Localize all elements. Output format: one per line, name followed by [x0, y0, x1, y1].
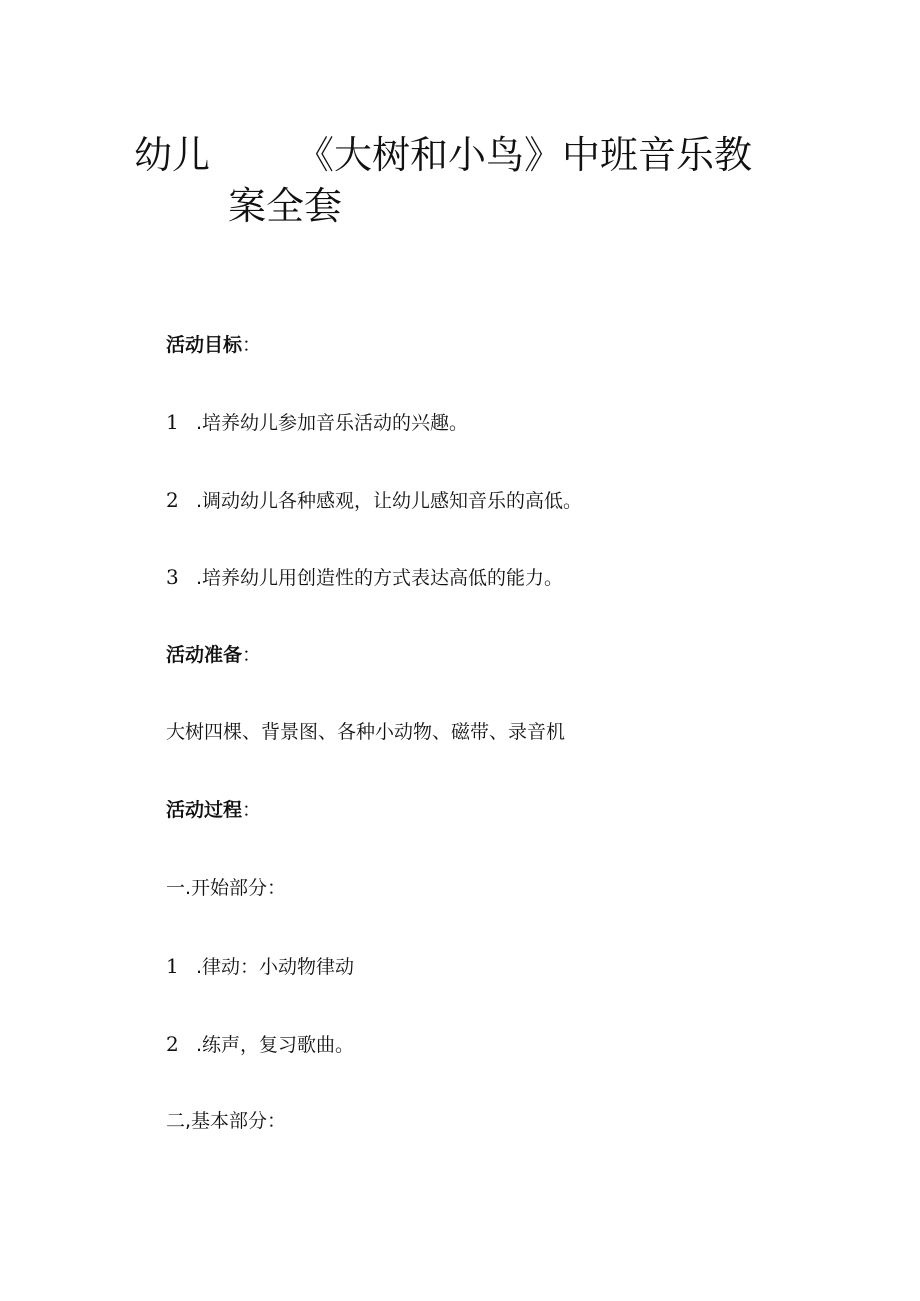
part-two-heading: 二,基本部分：	[166, 1110, 287, 1132]
part-one-item-1-text: .律动：小动物律动	[196, 956, 355, 978]
process-heading-colon: ：	[242, 799, 262, 821]
goal-item-1	[166, 412, 468, 433]
goal-item-1-number: 1	[166, 410, 179, 434]
process-heading-line	[166, 801, 261, 820]
goal-item-2	[166, 490, 582, 511]
goals-heading: 活动目标	[166, 334, 243, 356]
goals-heading-colon: ：	[242, 334, 262, 356]
goal-item-2-number: 2	[166, 488, 179, 512]
goals-heading-line	[166, 336, 261, 355]
part-one-heading: 一.开始部分：	[166, 877, 287, 899]
goal-item-3-text: .培养幼儿用创造性的方式表达高低的能力。	[196, 567, 564, 589]
goal-item-1-text: .培养幼儿参加音乐活动的兴趣。	[196, 412, 469, 434]
process-heading: 活动过程	[166, 799, 243, 821]
prep-heading-colon: ：	[242, 644, 262, 666]
title-part-1: 幼儿	[134, 133, 211, 177]
prep-text: 大树四棵、背景图、各种小动物、磁带、录音机	[166, 721, 566, 743]
document-title	[0, 133, 920, 228]
part-one-item-1	[166, 956, 354, 977]
part-one-item-2	[166, 1034, 354, 1055]
title-part-2: 《大树和小鸟》中班音乐教	[296, 133, 753, 177]
goal-item-2-text: .调动幼儿各种感观，让幼儿感知音乐的高低。	[196, 490, 583, 512]
goal-item-3-number: 3	[166, 565, 179, 589]
part-one-item-2-number: 2	[166, 1032, 179, 1056]
part-one-item-1-number: 1	[166, 954, 179, 978]
part-one-item-2-text: .练声，复习歌曲。	[196, 1034, 355, 1056]
prep-heading: 活动准备	[166, 644, 243, 666]
title-part-3: 案全套	[228, 184, 343, 228]
goal-item-3	[166, 567, 563, 588]
prep-heading-line	[166, 646, 261, 665]
